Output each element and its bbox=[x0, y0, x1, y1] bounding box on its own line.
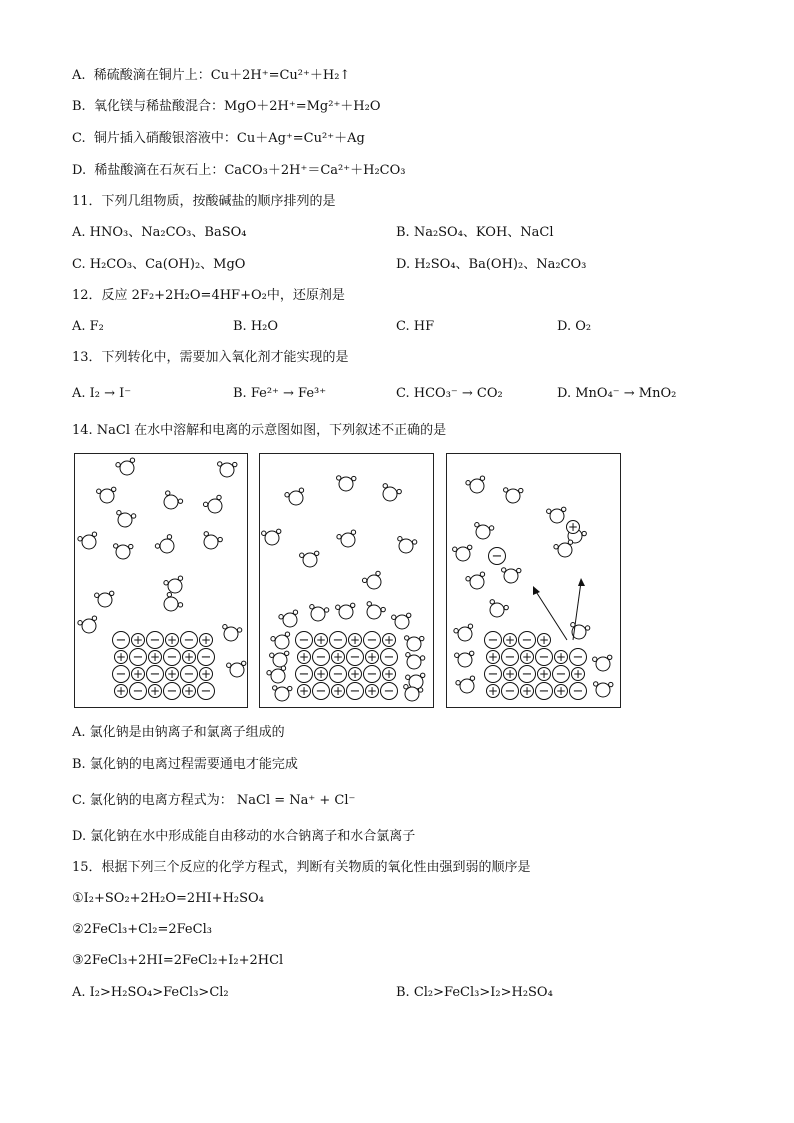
ion-charge-label: + bbox=[132, 633, 144, 647]
q10-option-b: B. 氧化镁与稀盐酸混合：MgO＋2H⁺=Mg²⁺＋H₂O bbox=[72, 99, 381, 114]
ion-charge-label: − bbox=[132, 650, 144, 665]
ion-charge-label: + bbox=[538, 633, 550, 647]
water-molecule bbox=[300, 551, 319, 567]
chloride-ion bbox=[330, 632, 347, 649]
water-molecule bbox=[279, 610, 298, 627]
chloride-ion bbox=[147, 632, 164, 649]
ion-charge-label: + bbox=[521, 650, 533, 664]
water-molecule bbox=[78, 532, 97, 549]
chloride-ion bbox=[130, 683, 147, 700]
panel-1-drawing bbox=[75, 454, 247, 707]
water-molecule bbox=[310, 605, 329, 621]
chloride-ion bbox=[330, 666, 347, 683]
chloride-ion bbox=[381, 683, 398, 700]
sodium-ion bbox=[315, 667, 328, 681]
water-molecule bbox=[164, 576, 183, 593]
water-molecule bbox=[554, 540, 573, 557]
water-molecule bbox=[490, 600, 508, 617]
ion-charge-label: + bbox=[149, 650, 161, 664]
water-molecule bbox=[218, 462, 237, 477]
ion-charge-label: + bbox=[366, 650, 378, 664]
q13-option-b: B. Fe²⁺ → Fe³⁺ bbox=[233, 386, 327, 401]
ion-charge-label: − bbox=[366, 667, 378, 682]
water-molecule bbox=[367, 602, 385, 619]
water-molecule bbox=[466, 572, 485, 589]
sodium-ion bbox=[487, 684, 500, 698]
ion-charge-label: + bbox=[555, 650, 567, 664]
q14-option-d: D. 氯化钠在水中形成能自由移动的水合钠离子和水合氯离子 bbox=[72, 829, 416, 844]
chloride-ion bbox=[198, 683, 215, 700]
q11-stem: 11．下列几组物质，按酸碱盐的顺序排列的是 bbox=[72, 194, 336, 209]
sodium-ion bbox=[366, 684, 379, 698]
sodium-ion bbox=[504, 667, 517, 681]
chloride-ion bbox=[485, 666, 502, 683]
ion-charge-label: − bbox=[298, 667, 310, 682]
q12-stem: 12．反应 2F₂+2H₂O=4HF+O₂中，还原剂是 bbox=[72, 288, 345, 303]
water-molecule bbox=[223, 625, 242, 641]
ion-charge-label: + bbox=[383, 633, 395, 647]
chloride-ion bbox=[130, 649, 147, 666]
sodium-ion bbox=[332, 684, 345, 698]
water-molecule bbox=[116, 458, 135, 475]
dissolution-panel-2 bbox=[259, 453, 434, 708]
ion-charge-label: + bbox=[315, 667, 327, 681]
ion-charge-label: − bbox=[572, 684, 584, 699]
ion-charge-label: + bbox=[504, 667, 516, 681]
ion-charge-label: − bbox=[166, 650, 178, 665]
chloride-ion bbox=[164, 683, 181, 700]
ion-charge-label: + bbox=[149, 684, 161, 698]
water-molecule bbox=[267, 666, 286, 683]
ion-charge-label: + bbox=[166, 633, 178, 647]
sodium-ion bbox=[183, 650, 196, 664]
ion-charge-label: − bbox=[200, 650, 212, 665]
sodium-ion bbox=[132, 633, 145, 647]
water-molecule bbox=[285, 488, 304, 505]
sodium-ion bbox=[521, 684, 534, 698]
water-molecule bbox=[504, 488, 523, 503]
ion-charge-label: − bbox=[491, 549, 503, 564]
chloride-ion bbox=[313, 649, 330, 666]
ion-charge-label: − bbox=[538, 650, 550, 665]
ion-charge-label: − bbox=[183, 667, 195, 682]
chloride-ion bbox=[519, 632, 536, 649]
water-molecule bbox=[227, 661, 246, 677]
ion-charge-label: − bbox=[555, 667, 567, 682]
ion-charge-label: + bbox=[298, 650, 310, 664]
sodium-ion bbox=[349, 633, 362, 647]
water-molecule bbox=[466, 476, 485, 493]
q13-option-d: D. MnO₄⁻ → MnO₂ bbox=[557, 386, 677, 401]
water-molecule bbox=[97, 487, 116, 503]
ion-charge-label: + bbox=[166, 667, 178, 681]
chloride-ion bbox=[485, 632, 502, 649]
chloride-ion bbox=[536, 683, 553, 700]
q14-stem: 14. NaCl 在水中溶解和电离的示意图如图，下列叙述不正确的是 bbox=[72, 423, 447, 438]
q11-option-a: A. HNO₃、Na₂CO₃、BaSO₄ bbox=[72, 225, 247, 240]
q12-option-a: A. F₂ bbox=[72, 319, 104, 334]
ion-charge-label: − bbox=[166, 684, 178, 699]
sodium-ion bbox=[383, 667, 396, 681]
ion-charge-label: − bbox=[200, 684, 212, 699]
ion-charge-label: − bbox=[521, 633, 533, 648]
q13-stem: 13．下列转化中，需要加入氧化剂才能实现的是 bbox=[72, 350, 349, 365]
water-molecule bbox=[164, 592, 183, 611]
chloride-ion bbox=[198, 649, 215, 666]
ion-charge-label: + bbox=[315, 633, 327, 647]
water-molecule bbox=[114, 544, 133, 559]
ion-charge-label: − bbox=[149, 633, 161, 648]
water-molecule bbox=[337, 476, 356, 491]
sodium-ion bbox=[366, 650, 379, 664]
water-molecule bbox=[502, 568, 521, 583]
chloride-ion bbox=[570, 683, 587, 700]
sodium-ion bbox=[298, 650, 311, 664]
sodium-ion bbox=[555, 684, 568, 698]
ion-charge-label: + bbox=[567, 520, 579, 534]
ion-charge-label: − bbox=[332, 633, 344, 648]
water-molecule bbox=[362, 571, 381, 589]
ion-charge-label: + bbox=[487, 684, 499, 698]
q13-option-a: A. I₂ → I⁻ bbox=[72, 386, 132, 401]
sodium-ion bbox=[538, 667, 551, 681]
sodium-ion bbox=[555, 650, 568, 664]
chloride-ion bbox=[502, 683, 519, 700]
water-molecule bbox=[383, 484, 401, 501]
ion-charge-label: − bbox=[315, 684, 327, 699]
ion-charge-label: − bbox=[538, 684, 550, 699]
q14-option-c: C. 氯化钠的电离方程式为： NaCl = Na⁺ + Cl⁻ bbox=[72, 793, 356, 808]
ion-charge-label: − bbox=[315, 650, 327, 665]
chloride-ion bbox=[181, 632, 198, 649]
ion-charge-label: − bbox=[487, 633, 499, 648]
ion-charge-label: − bbox=[349, 650, 361, 665]
water-molecule bbox=[273, 686, 292, 701]
water-molecule bbox=[155, 535, 174, 553]
ion-charge-label: − bbox=[487, 667, 499, 682]
chloride-ion bbox=[536, 649, 553, 666]
q15-reaction-2: ②2FeCl₃+Cl₂=2FeCl₃ bbox=[72, 922, 212, 937]
sodium-ion bbox=[349, 667, 362, 681]
ion-charge-label: − bbox=[132, 684, 144, 699]
sodium-ion bbox=[315, 633, 328, 647]
water-molecule bbox=[204, 532, 222, 549]
chloride-ion bbox=[147, 666, 164, 683]
sodium-ion bbox=[567, 520, 580, 534]
ion-charge-label: + bbox=[132, 667, 144, 681]
chloride-ion bbox=[296, 632, 313, 649]
ion-charge-label: + bbox=[298, 684, 310, 698]
ion-charge-label: − bbox=[572, 650, 584, 665]
ion-charge-label: − bbox=[183, 633, 195, 648]
water-molecule bbox=[392, 613, 411, 629]
q14-option-a: A. 氯化钠是由钠离子和氯离子组成的 bbox=[72, 725, 285, 740]
q15-stem: 15．根据下列三个反应的化学方程式，判断有关物质的氧化性由强到弱的顺序是 bbox=[72, 860, 531, 875]
ion-charge-label: + bbox=[349, 667, 361, 681]
ion-charge-label: + bbox=[366, 684, 378, 698]
sodium-ion bbox=[149, 650, 162, 664]
chloride-ion bbox=[347, 649, 364, 666]
sodium-ion bbox=[115, 684, 128, 698]
ion-charge-label: − bbox=[149, 667, 161, 682]
chloride-ion bbox=[313, 683, 330, 700]
ion-charge-label: + bbox=[183, 650, 195, 664]
q12-option-b: B. H₂O bbox=[233, 319, 279, 334]
water-molecule bbox=[337, 530, 356, 547]
water-molecule bbox=[95, 591, 114, 607]
sodium-ion bbox=[183, 684, 196, 698]
ion-charge-label: + bbox=[487, 650, 499, 664]
sodium-ion bbox=[504, 633, 517, 647]
ion-charge-label: + bbox=[572, 667, 584, 681]
ion-charge-label: + bbox=[200, 633, 212, 647]
water-molecule bbox=[547, 507, 566, 523]
ion-charge-label: + bbox=[115, 650, 127, 664]
sodium-ion bbox=[115, 650, 128, 664]
q14-option-b: B. 氯化钠的电离过程需要通电才能完成 bbox=[72, 757, 298, 772]
water-molecule bbox=[164, 491, 183, 509]
sodium-ion bbox=[487, 650, 500, 664]
ion-charge-label: − bbox=[115, 633, 127, 648]
q11-option-b: B. Na₂SO₄、KOH、NaCl bbox=[396, 225, 554, 240]
dissolution-panel-1 bbox=[74, 453, 248, 708]
water-molecule bbox=[270, 651, 289, 667]
water-molecule bbox=[203, 495, 222, 513]
chloride-ion bbox=[519, 666, 536, 683]
q10-option-a: A. 稀硫酸滴在铜片上：Cu＋2H⁺=Cu²⁺＋H₂↑ bbox=[72, 68, 351, 83]
water-molecule bbox=[594, 682, 613, 697]
ion-charge-label: − bbox=[332, 667, 344, 682]
q10-option-d: D. 稀盐酸滴在石灰石上：CaCO₃＋2H⁺＝Ca²⁺＋H₂CO₃ bbox=[72, 163, 406, 178]
dissolution-panel-3 bbox=[446, 453, 621, 708]
q13-option-c: C. HCO₃⁻ → CO₂ bbox=[396, 386, 503, 401]
q15-option-b: B. Cl₂>FeCl₃>I₂>H₂SO₄ bbox=[396, 985, 553, 1000]
q12-option-d: D. O₂ bbox=[557, 319, 592, 334]
water-molecule bbox=[453, 545, 472, 561]
ion-charge-label: + bbox=[538, 667, 550, 681]
q10-option-c: C. 铜片插入硝酸银溶液中：Cu＋Ag⁺=Cu²⁺＋Ag bbox=[72, 131, 365, 146]
panel-3-drawing bbox=[447, 454, 620, 707]
chloride-ion bbox=[364, 666, 381, 683]
panel-2-drawing bbox=[260, 454, 433, 707]
sodium-ion bbox=[298, 684, 311, 698]
q12-option-c: C. HF bbox=[396, 319, 435, 334]
ion-charge-label: + bbox=[183, 684, 195, 698]
sodium-ion bbox=[200, 633, 213, 647]
sodium-ion bbox=[332, 650, 345, 664]
ion-charge-label: − bbox=[366, 633, 378, 648]
sodium-ion bbox=[166, 633, 179, 647]
chloride-ion bbox=[296, 666, 313, 683]
sodium-ion bbox=[521, 650, 534, 664]
water-molecule bbox=[405, 636, 424, 651]
sodium-ion bbox=[383, 633, 396, 647]
sodium-ion bbox=[166, 667, 179, 681]
water-molecule bbox=[456, 676, 475, 693]
water-molecule bbox=[262, 529, 281, 545]
chloride-ion bbox=[113, 666, 130, 683]
ion-charge-label: − bbox=[115, 667, 127, 682]
chloride-ion bbox=[381, 649, 398, 666]
chloride-ion bbox=[113, 632, 130, 649]
ion-charge-label: + bbox=[383, 667, 395, 681]
sodium-ion bbox=[572, 667, 585, 681]
ion-charge-label: − bbox=[383, 650, 395, 665]
chloride-ion bbox=[347, 683, 364, 700]
ion-charge-label: + bbox=[349, 633, 361, 647]
ion-charge-label: + bbox=[504, 633, 516, 647]
ion-charge-label: − bbox=[349, 684, 361, 699]
ion-charge-label: − bbox=[504, 684, 516, 699]
q11-option-c: C. H₂CO₃、Ca(OH)₂、MgO bbox=[72, 257, 246, 272]
ion-charge-label: − bbox=[521, 667, 533, 682]
ion-charge-label: + bbox=[332, 650, 344, 664]
ion-charge-label: + bbox=[521, 684, 533, 698]
chloride-ion bbox=[489, 548, 506, 565]
ion-charge-label: + bbox=[332, 684, 344, 698]
water-molecule bbox=[78, 616, 97, 633]
sodium-ion bbox=[200, 667, 213, 681]
chloride-ion bbox=[164, 649, 181, 666]
ion-charge-label: + bbox=[115, 684, 127, 698]
chloride-ion bbox=[181, 666, 198, 683]
water-molecule bbox=[336, 603, 355, 619]
water-molecule bbox=[455, 651, 474, 667]
chloride-ion bbox=[553, 666, 570, 683]
ion-charge-label: − bbox=[504, 650, 516, 665]
sodium-ion bbox=[132, 667, 145, 681]
water-molecule bbox=[475, 523, 494, 539]
ion-charge-label: + bbox=[555, 684, 567, 698]
water-molecule bbox=[454, 624, 473, 641]
q15-reaction-3: ③2FeCl₃+2HI=2FeCl₂+I₂+2HCl bbox=[72, 953, 284, 968]
q15-reaction-1: ①I₂+SO₂+2H₂O=2HI+H₂SO₄ bbox=[72, 891, 264, 906]
sodium-ion bbox=[538, 633, 551, 647]
chloride-ion bbox=[502, 649, 519, 666]
sodium-ion bbox=[149, 684, 162, 698]
water-molecule bbox=[398, 537, 417, 553]
water-molecule bbox=[593, 655, 612, 671]
ion-charge-label: + bbox=[200, 667, 212, 681]
chloride-ion bbox=[364, 632, 381, 649]
chloride-ion bbox=[570, 649, 587, 666]
ion-charge-label: − bbox=[298, 633, 310, 648]
q15-option-a: A. I₂>H₂SO₄>FeCl₃>Cl₂ bbox=[72, 985, 229, 1000]
water-molecule bbox=[406, 653, 425, 669]
water-molecule bbox=[117, 511, 136, 527]
ion-charge-label: − bbox=[383, 684, 395, 699]
water-molecule bbox=[271, 632, 290, 649]
q11-option-d: D. H₂SO₄、Ba(OH)₂、Na₂CO₃ bbox=[396, 257, 587, 272]
